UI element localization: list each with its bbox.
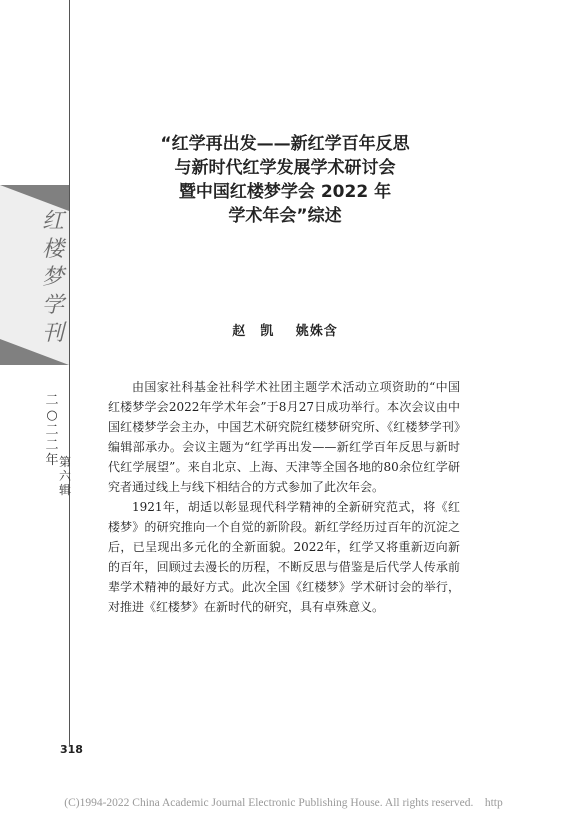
year-char: 二	[45, 423, 59, 438]
issue-char: 辑	[58, 483, 71, 497]
journal-title-char: 楼	[41, 237, 64, 262]
body-paragraph: 由国家社科基金社科学术社团主题学术活动立项资助的“中国红楼梦学会2022年学术年会”于8月27日成功举行。本次会议由中国红楼梦学会主办，中国艺术研究院红楼梦研究所、《红楼梦学刊》编辑部承办。会议主题为“红学再出发——新红学百年反思与新时代红学展望”。来自北京、上海、天津等全国各地的80余位红学研究者通过线上与线下相结合的方式参加了此次年会。	[108, 380, 460, 494]
copyright-notice: (C)1994-2022 China Academic Journal Electronic Publishing House. All rights reserved. http	[64, 797, 503, 809]
page-number: 318	[60, 743, 83, 756]
issue-number-vertical	[57, 455, 73, 497]
year-char: 年	[45, 453, 59, 468]
article-title	[100, 132, 470, 228]
article-authors	[100, 320, 470, 339]
year-char: 二	[45, 438, 59, 453]
author-name: 赵 凯	[232, 324, 275, 339]
issue-char: 六	[58, 469, 71, 483]
year-char: 二	[45, 393, 59, 408]
issue-char: 第	[58, 455, 71, 469]
title-line: 暨中国红楼梦学会 2022 年	[178, 182, 392, 202]
author-name: 姚姝含	[295, 324, 338, 339]
body-paragraph: 1921年，胡适以彰显现代科学精神的全新研究范式，将《红楼梦》的研究推向一个自觉的新阶段。新红学经历过百年的沉淀之后，已呈现出多元化的全新面貌。2022年，红学又将重新迈向新的百年，回顾过去漫长的历程，不断反思与借鉴是后代学人传承前辈学术精神的最好方式。此次全国《红楼梦》学术研讨会的举行，对推进《红楼梦》在新时代的研究，具有卓殊意义。	[108, 500, 460, 614]
journal-title-vertical	[38, 208, 68, 348]
year-char: ○	[46, 408, 58, 423]
title-line: “红学再出发——新红学百年反思	[160, 134, 410, 154]
title-line: 学术年会”综述	[228, 206, 342, 226]
journal-title-char: 梦	[41, 265, 64, 290]
title-line: 与新时代红学发展学术研讨会	[174, 158, 396, 178]
article-body	[108, 377, 460, 617]
journal-title-char: 刊	[41, 321, 64, 346]
journal-title-char: 学	[41, 293, 64, 318]
journal-title-char: 红	[41, 209, 64, 234]
margin-rule	[69, 0, 70, 745]
